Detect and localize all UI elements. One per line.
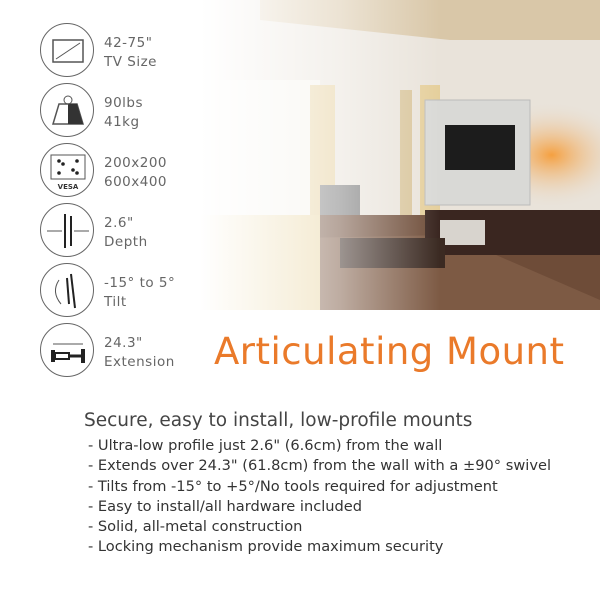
spec-tv-size: [40, 23, 240, 79]
weight-icon: [40, 83, 94, 137]
feature-item: - Solid, all-metal construction: [88, 518, 303, 536]
feature-item: - Ultra-low profile just 2.6" (6.6cm) from the wall: [88, 437, 443, 454]
spec-value: -15° to 5°: [104, 275, 176, 291]
spec-value: 200x200: [104, 155, 168, 171]
spec-value: 24.3": [104, 335, 143, 351]
spec-depth: [40, 203, 240, 259]
tv-size-icon: [40, 23, 94, 77]
spec-label: 41kg: [104, 114, 140, 130]
feature-item: - Easy to install/all hardware included: [88, 497, 363, 515]
spec-value: 42-75": [104, 35, 153, 51]
spec-tilt: [40, 263, 240, 319]
living-room-photo: [200, 0, 600, 310]
vesa-icon: [40, 143, 94, 197]
spec-extension: [40, 323, 240, 379]
spec-label: TV Size: [104, 54, 157, 70]
spec-weight: [40, 83, 240, 139]
spec-label: Extension: [104, 354, 175, 370]
spec-value: 2.6": [104, 215, 134, 231]
extension-icon: [40, 323, 94, 377]
spec-value: 90lbs: [104, 95, 144, 111]
feature-item: - Extends over 24.3" (61.8cm) from the wall with a ±90° swivel: [88, 457, 552, 475]
vesa-icon-label: VESA: [57, 183, 79, 191]
feature-item: - Locking mechanism provide maximum security: [88, 538, 444, 556]
tilt-icon: [40, 263, 94, 317]
feature-list: [88, 436, 551, 558]
feature-item: - Tilts from -15° to +5°/No tools required for adjustment: [88, 477, 498, 495]
features-heading: Secure, easy to install, low-profile mounts: [84, 410, 473, 431]
spec-vesa: [40, 143, 240, 199]
spec-label: 600x400: [104, 174, 168, 190]
depth-icon: [40, 203, 94, 257]
spec-label: Depth: [104, 234, 148, 250]
product-title: Articulating Mount: [214, 330, 565, 373]
spec-label: Tilt: [104, 294, 127, 310]
